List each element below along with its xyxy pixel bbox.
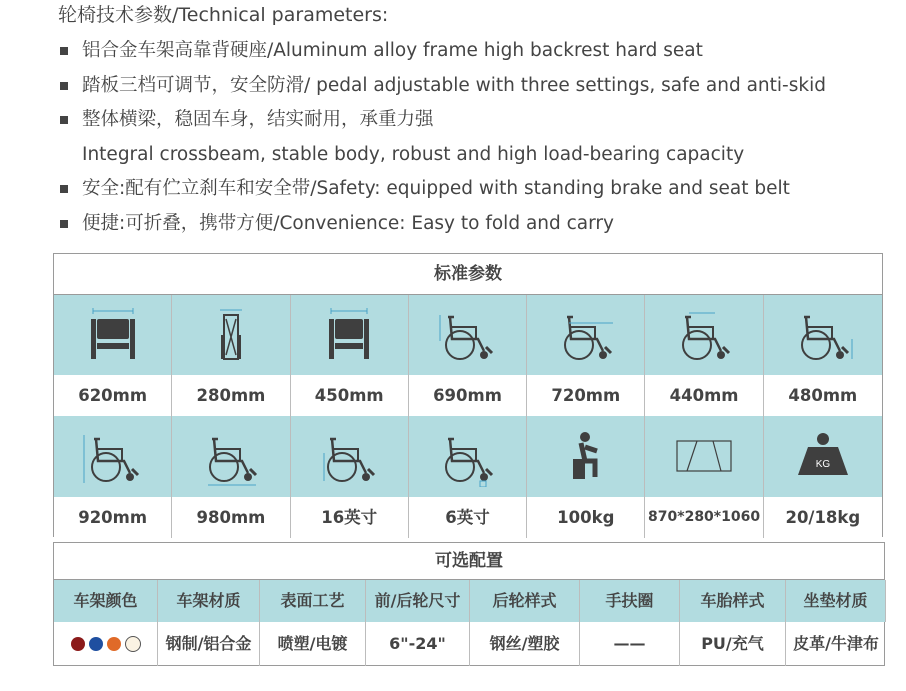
option-value: 钢丝/塑胶 [470, 622, 580, 666]
parameter-cell [645, 295, 763, 416]
wheelchair-front-wheel-icon [409, 416, 526, 497]
parameter-row [54, 416, 882, 538]
wheelchair-folded-width-icon [172, 295, 289, 375]
option-value: 喷塑/电镀 [260, 622, 366, 666]
wheelchair-front-width-icon [54, 295, 171, 375]
parameter-cell [409, 295, 527, 416]
parameter-cell [764, 295, 882, 416]
standard-parameters-title: 标准参数 [54, 254, 882, 295]
parameter-value: 440mm [645, 375, 762, 416]
optional-configuration-table [53, 542, 885, 666]
parameter-value: 480mm [764, 375, 882, 416]
option-value: 皮革/牛津布 [793, 634, 879, 653]
parameter-value: 980mm [172, 497, 289, 538]
parameter-value: 280mm [172, 375, 289, 416]
parameter-cell [172, 416, 290, 538]
wheelchair-armrest-length-icon [645, 295, 762, 375]
feature-item [58, 172, 898, 207]
weight-kg-icon [764, 416, 882, 497]
optional-configuration-title: 可选配置 [54, 543, 884, 580]
wheelchair-rear-wheel-icon [291, 416, 408, 497]
parameter-row [54, 295, 882, 416]
feature-item-continuation [58, 138, 898, 173]
wheelchair-seat-height-icon [764, 295, 882, 375]
parameter-value: 100kg [527, 497, 644, 538]
bullet-icon [60, 116, 68, 124]
feature-item [58, 34, 898, 69]
parameter-cell [291, 295, 409, 416]
parameter-value: 870*280*1060 [645, 497, 762, 538]
standard-parameters-table [53, 253, 883, 537]
parameter-cell [527, 295, 645, 416]
bullet-icon [60, 220, 68, 228]
bullet-icon [60, 47, 68, 55]
frame-color-swatches [54, 622, 158, 666]
feature-item [58, 69, 898, 104]
color-swatch [125, 636, 141, 652]
feature-text: Integral crossbeam, stable body, robust and high load-bearing capacity [82, 143, 745, 165]
parameter-cell [409, 416, 527, 538]
feature-list [58, 34, 898, 241]
parameter-cell [291, 416, 409, 538]
parameter-cell [764, 416, 882, 538]
option-header: 后轮样式 [470, 580, 580, 622]
option-header: 表面工艺 [260, 580, 366, 622]
optional-grid [54, 580, 884, 666]
feature-text: 踏板三档可调节，安全防滑/ pedal adjustable with three settings, safe and anti-skid [82, 74, 826, 96]
parameter-value: 16英寸 [291, 497, 408, 538]
color-swatch [107, 637, 121, 651]
parameter-value: 920mm [54, 497, 171, 538]
option-header: 车架材质 [158, 580, 260, 622]
option-header: 车架颜色 [54, 580, 158, 622]
option-value: 钢制/铝合金 [158, 622, 260, 666]
parameter-cell [645, 416, 763, 538]
bullet-icon [60, 82, 68, 90]
option-value: —— [580, 622, 680, 666]
feature-text: 便捷:可折叠，携带方便/Convenience: Easy to fold and carry [82, 212, 614, 234]
color-swatch [71, 637, 85, 651]
option-header: 车胎样式 [680, 580, 786, 622]
parameter-value: 720mm [527, 375, 644, 416]
parameter-cell [527, 416, 645, 538]
load-capacity-icon [527, 416, 644, 497]
parameter-value: 690mm [409, 375, 526, 416]
wheelchair-seat-width-icon [291, 295, 408, 375]
parameter-value: 450mm [291, 375, 408, 416]
feature-item [58, 207, 898, 242]
weight-kg-label: KG [815, 458, 831, 470]
package-box-icon [645, 416, 762, 497]
bullet-icon [60, 185, 68, 193]
feature-item [58, 103, 898, 138]
option-value: 6"-24" [366, 622, 470, 666]
feature-text: 整体横梁，稳固车身，结实耐用，承重力强 [82, 109, 434, 130]
feature-text: 铝合金车架高靠背硬座/Aluminum alloy frame high backrest hard seat [82, 40, 703, 61]
wheelchair-total-height-icon [54, 416, 171, 497]
option-header: 手扶圈 [580, 580, 680, 622]
wheelchair-side-length-icon [527, 295, 644, 375]
parameter-value: 6英寸 [409, 497, 526, 538]
wheelchair-total-length-icon [172, 416, 289, 497]
parameter-cell [172, 295, 290, 416]
feature-text: 安全:配有伫立刹车和安全带/Safety: equipped with standing brake and seat belt [82, 178, 790, 199]
option-header: 坐垫材质 [786, 580, 886, 622]
parameter-value: 20/18kg [764, 497, 882, 538]
option-value: PU/充气 [680, 622, 786, 666]
page-heading: 轮椅技术参数/Technical parameters: [58, 4, 389, 26]
wheelchair-side-height-icon [409, 295, 526, 375]
parameter-value: 620mm [54, 375, 171, 416]
color-swatch [89, 637, 103, 651]
parameter-cell [54, 295, 172, 416]
option-header: 前/后轮尺寸 [366, 580, 470, 622]
parameter-cell [54, 416, 172, 538]
